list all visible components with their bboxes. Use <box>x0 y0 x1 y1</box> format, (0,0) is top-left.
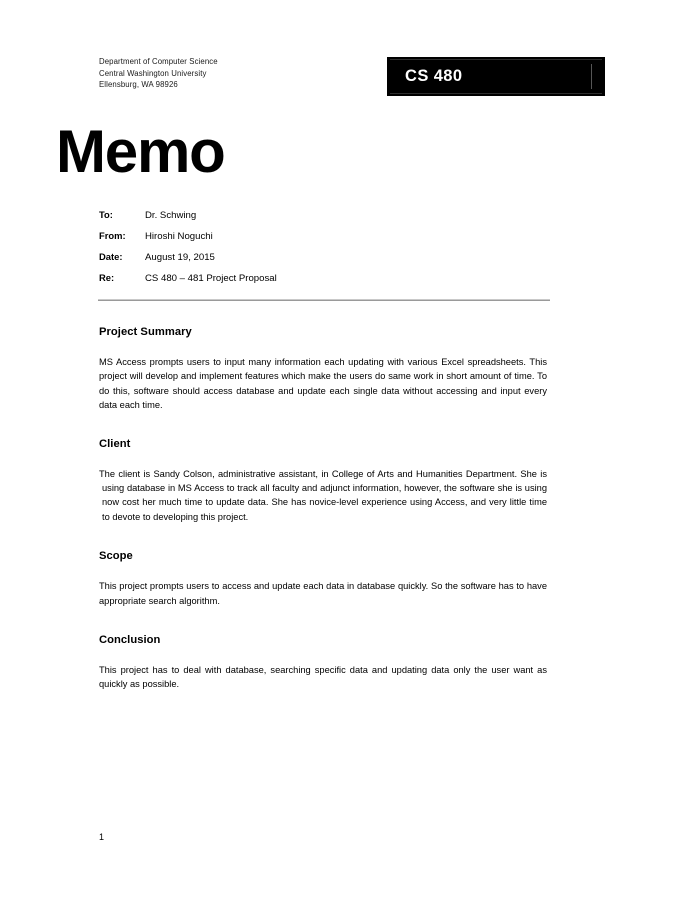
memo-row-date <box>99 251 559 272</box>
memo-header-divider <box>98 299 550 301</box>
letterhead-address-block <box>99 56 218 91</box>
page-number: 1 <box>99 832 105 842</box>
letterhead-line-university: Central Washington University <box>99 68 207 78</box>
page-title: Memo <box>56 118 225 185</box>
section-heading-conclusion: Conclusion <box>99 634 161 647</box>
memo-value-date: August 19, 2015 <box>145 252 215 263</box>
section-body-conclusion: This project has to deal with database, searching specific data and updating data only the user want as quickly as possible. <box>99 665 547 690</box>
section-heading-project-summary: Project Summary <box>99 326 192 338</box>
section-client <box>99 438 547 525</box>
memo-label-date: Date: <box>99 251 123 262</box>
letterhead-line-department: Department of Computer Science <box>99 57 218 66</box>
memo-row-to <box>99 209 559 230</box>
course-banner-inner <box>390 59 602 94</box>
memo-label-to: To: <box>99 209 113 220</box>
memo-row-re <box>99 272 559 293</box>
section-project-summary <box>99 326 547 413</box>
memo-label-re: Re: <box>99 272 115 283</box>
memo-value-re: CS 480 – 481 Project Proposal <box>145 273 277 284</box>
section-body-project-summary: MS Access prompts users to input many information each updating with various Excel spreadsheets. This project will develop and implement features which make the users do same work in short amount of time. To do this, software should access database and update each single data without accessing and input every data each time. <box>99 357 547 411</box>
memo-field-list <box>99 209 559 293</box>
memo-label-from: From: <box>99 230 126 241</box>
section-conclusion <box>99 634 547 692</box>
section-scope <box>99 550 547 608</box>
section-heading-scope: Scope <box>99 550 133 563</box>
section-body-client: The client is Sandy Colson, administrative assistant, in College of Arts and Humanities Department. She is using database in MS Access to track all faculty and adjunct information, however, the software she is using now cost her much time to update data. She has novice-level experience using Access, and very little time to devote to developing this project. <box>99 468 547 522</box>
memo-value-to: Dr. Schwing <box>145 210 197 221</box>
course-banner <box>387 57 605 96</box>
letterhead-line-city-state-zip: Ellensburg, WA 98926 <box>99 80 178 89</box>
section-heading-client: Client <box>99 437 131 450</box>
memo-row-from <box>99 230 559 251</box>
memo-value-from: Hiroshi Noguchi <box>145 231 213 242</box>
banner-divider <box>591 64 592 89</box>
document-body <box>99 326 547 692</box>
section-body-scope: This project prompts users to access and update each data in database quickly. So the software has to have appropriate search algorithm. <box>99 581 547 606</box>
course-banner-label: CS 480 <box>405 67 463 85</box>
